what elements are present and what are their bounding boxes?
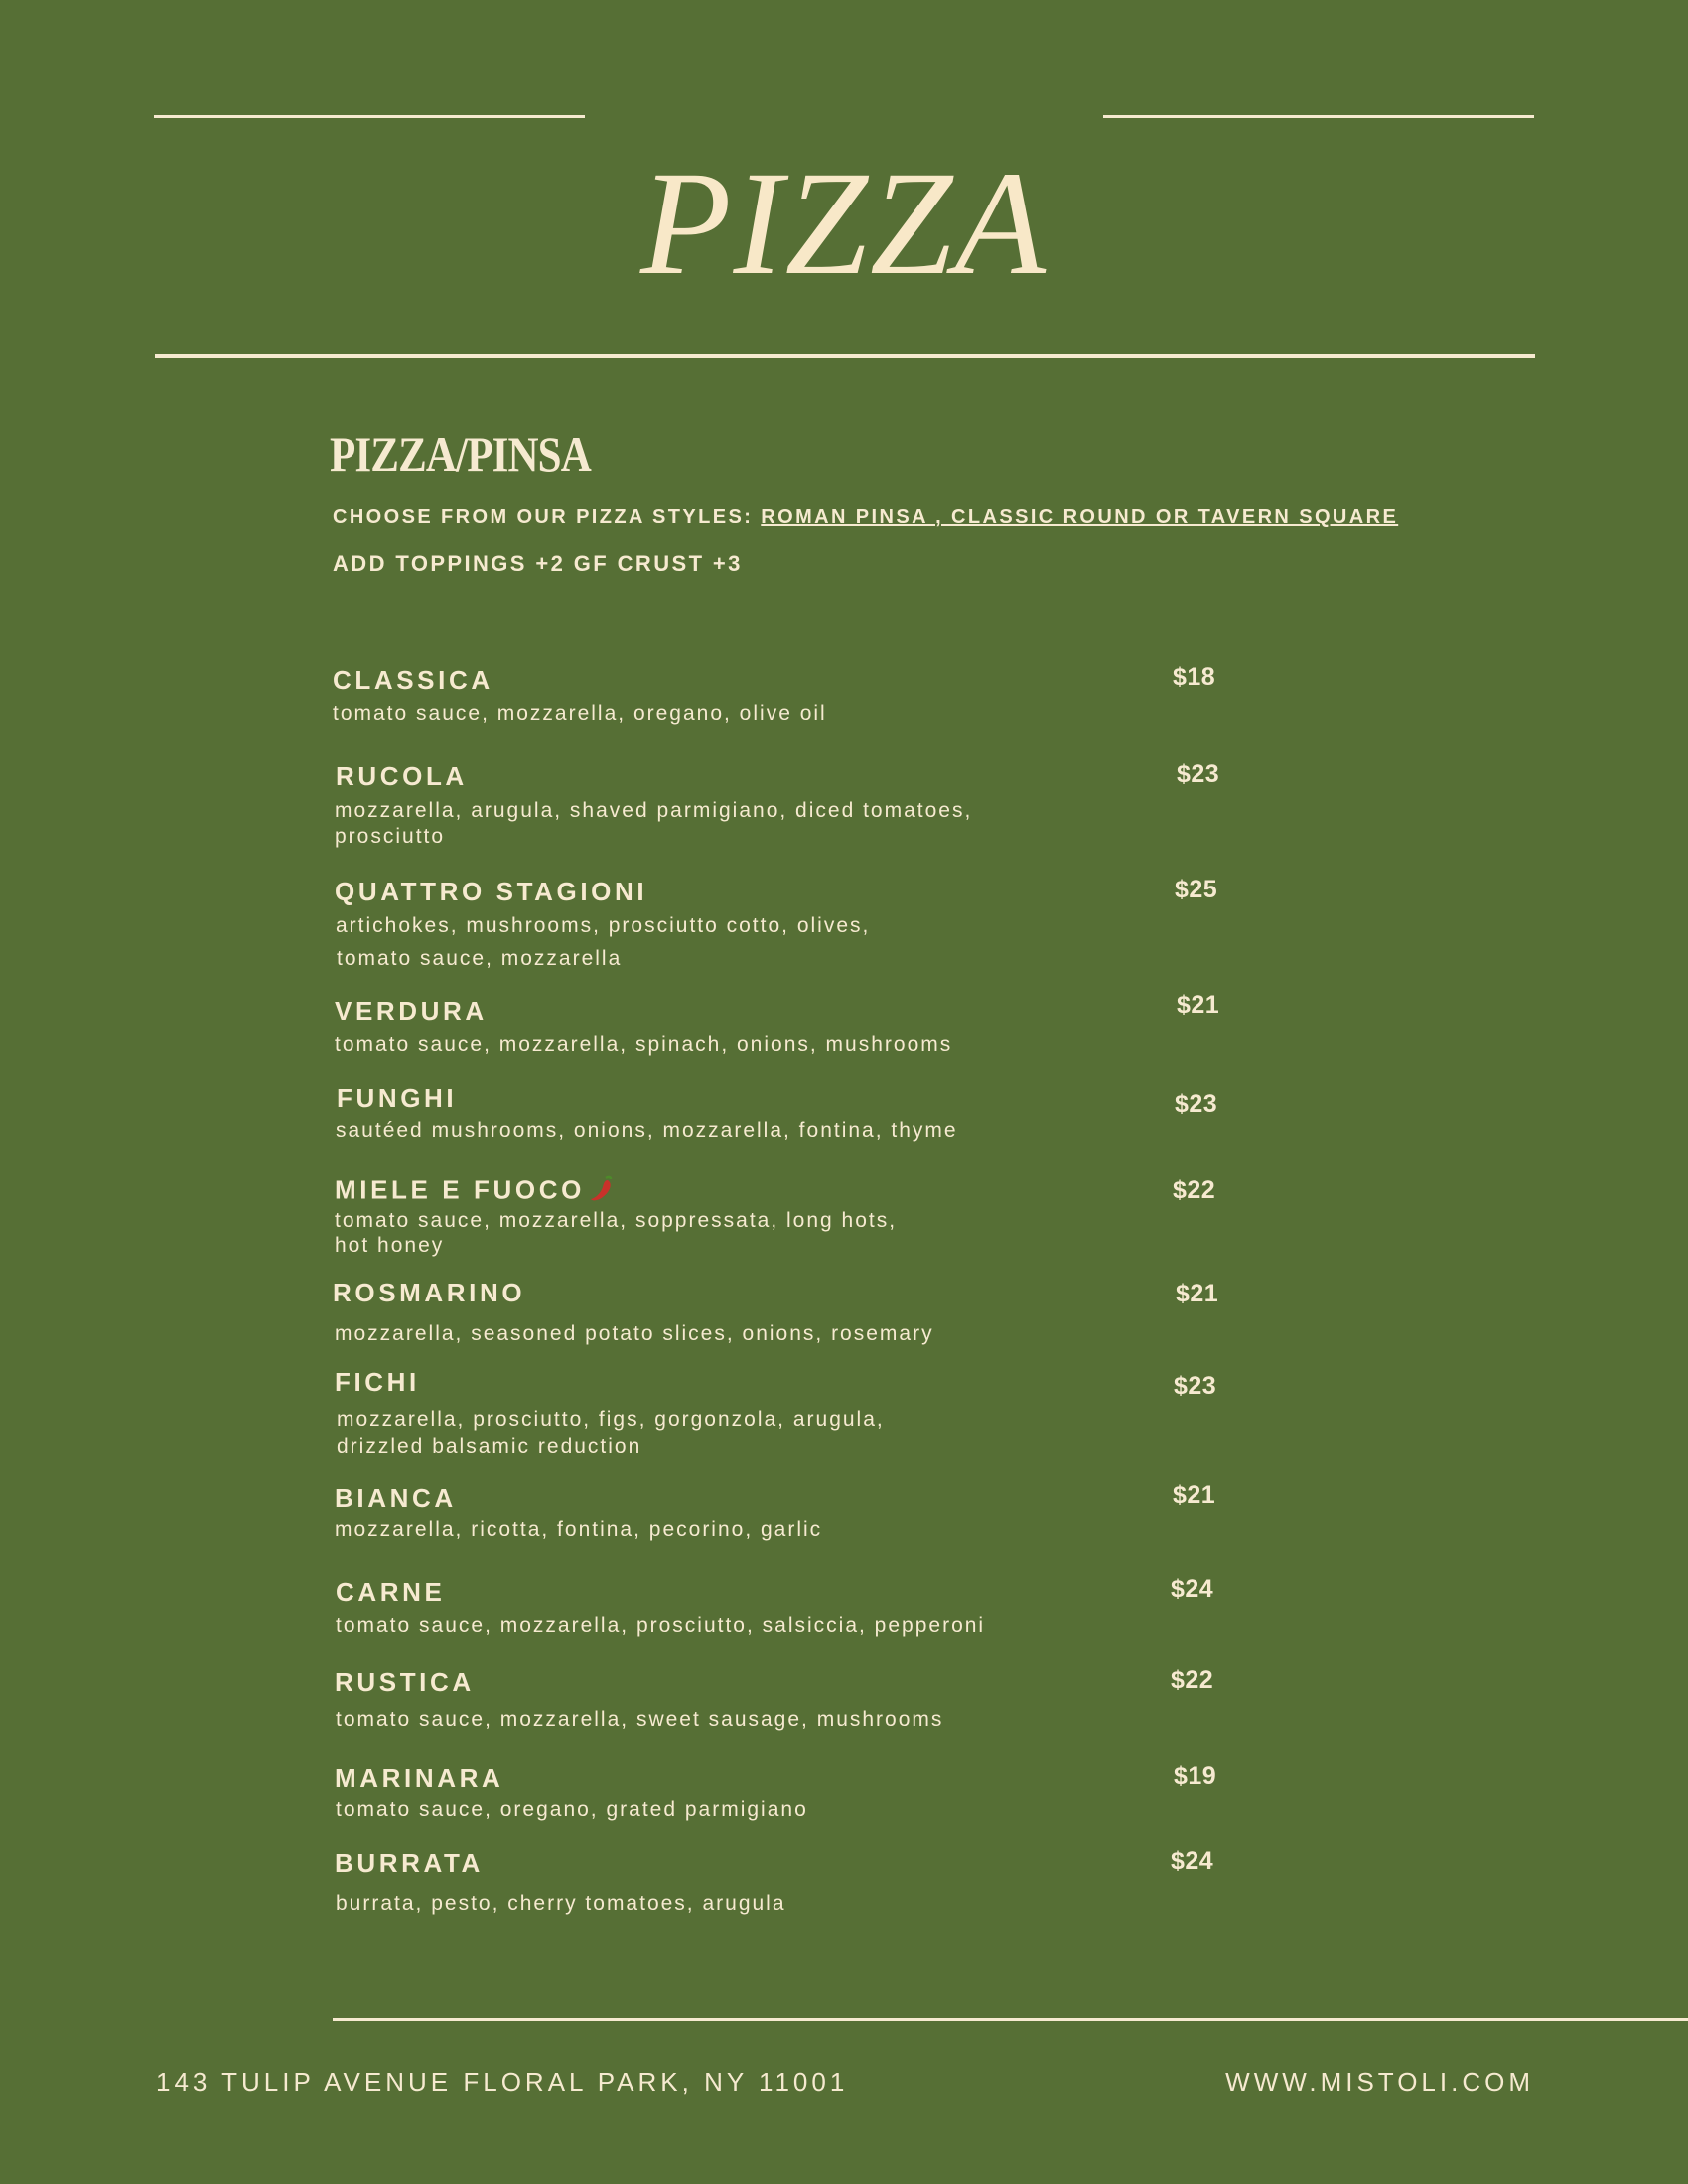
item-description: artichokes, mushrooms, prosciutto cotto, olives, xyxy=(336,914,871,937)
pizza-styles-note xyxy=(333,506,1398,529)
item-description: tomato sauce, oregano, grated parmigiano xyxy=(336,1798,808,1821)
chili-pepper-icon xyxy=(587,1173,617,1210)
top-left-rule xyxy=(154,115,585,118)
item-description-line2: prosciutto xyxy=(335,825,446,848)
item-price: $21 xyxy=(1173,1481,1216,1509)
item-description-line2: tomato sauce, mozzarella xyxy=(337,947,623,970)
item-name: CLASSICA xyxy=(333,665,493,695)
section-title: PIZZA/PINSA xyxy=(330,426,591,481)
item-name: BIANCA xyxy=(335,1483,457,1513)
item-description-line2: hot honey xyxy=(335,1234,445,1257)
item-price: $25 xyxy=(1175,876,1218,903)
title-underline-rule xyxy=(155,354,1535,358)
item-description: tomato sauce, mozzarella, spinach, onions, mushrooms xyxy=(335,1033,953,1056)
item-price: $18 xyxy=(1173,663,1216,691)
item-name: VERDURA xyxy=(335,996,488,1025)
item-description: tomato sauce, mozzarella, prosciutto, salsiccia, pepperoni xyxy=(336,1614,986,1637)
item-price: $24 xyxy=(1171,1847,1214,1875)
item-name: QUATTRO STAGIONI xyxy=(335,877,648,906)
addons-note: ADD TOPPINGS +2 GF CRUST +3 xyxy=(333,551,743,576)
item-price: $19 xyxy=(1174,1762,1217,1790)
item-price: $23 xyxy=(1175,1090,1218,1118)
item-price: $23 xyxy=(1174,1372,1217,1400)
item-name: FUNGHI xyxy=(337,1083,458,1113)
pizza-styles-link[interactable]: ROMAN PINSA , CLASSIC ROUND OR TAVERN SQUARE xyxy=(761,506,1399,528)
top-right-rule xyxy=(1103,115,1534,118)
item-price: $22 xyxy=(1171,1666,1214,1694)
item-price: $24 xyxy=(1171,1575,1214,1603)
item-name-text: MIELE E FUOCO xyxy=(335,1174,585,1205)
item-name: MARINARA xyxy=(335,1763,504,1793)
item-description: tomato sauce, mozzarella, sweet sausage, mushrooms xyxy=(336,1708,944,1731)
item-description: burrata, pesto, cherry tomatoes, arugula xyxy=(336,1892,786,1915)
item-description: mozzarella, prosciutto, figs, gorgonzola, arugula, xyxy=(337,1408,885,1431)
item-name: ROSMARINO xyxy=(333,1278,526,1307)
item-description: tomato sauce, mozzarella, oregano, olive oil xyxy=(333,702,827,725)
footer-rule xyxy=(333,2018,1688,2021)
item-name: CARNE xyxy=(336,1577,446,1607)
item-name xyxy=(335,1173,617,1210)
item-price: $22 xyxy=(1173,1176,1216,1204)
item-description: sautéed mushrooms, onions, mozzarella, fontina, thyme xyxy=(336,1119,958,1142)
styles-prefix: CHOOSE FROM OUR PIZZA STYLES: xyxy=(333,506,762,528)
item-description-line2: drizzled balsamic reduction xyxy=(337,1435,642,1458)
item-description: mozzarella, arugula, shaved parmigiano, diced tomatoes, xyxy=(335,799,973,822)
item-name: FICHI xyxy=(335,1367,420,1397)
item-description: tomato sauce, mozzarella, soppressata, long hots, xyxy=(335,1209,898,1232)
item-price: $21 xyxy=(1176,1280,1219,1307)
item-description: mozzarella, seasoned potato slices, onions, rosemary xyxy=(335,1322,934,1345)
page-title: PIZZA xyxy=(639,141,1049,306)
item-name: BURRATA xyxy=(335,1848,484,1878)
footer-website-link[interactable]: WWW.MISTOLI.COM xyxy=(1225,2067,1534,2097)
item-description: mozzarella, ricotta, fontina, pecorino, garlic xyxy=(335,1518,823,1541)
item-name: RUCOLA xyxy=(336,761,468,791)
item-price: $21 xyxy=(1177,991,1220,1019)
item-name: RUSTICA xyxy=(335,1667,475,1697)
footer-address: 143 TULIP AVENUE FLORAL PARK, NY 11001 xyxy=(156,2067,849,2097)
item-price: $23 xyxy=(1177,760,1220,788)
